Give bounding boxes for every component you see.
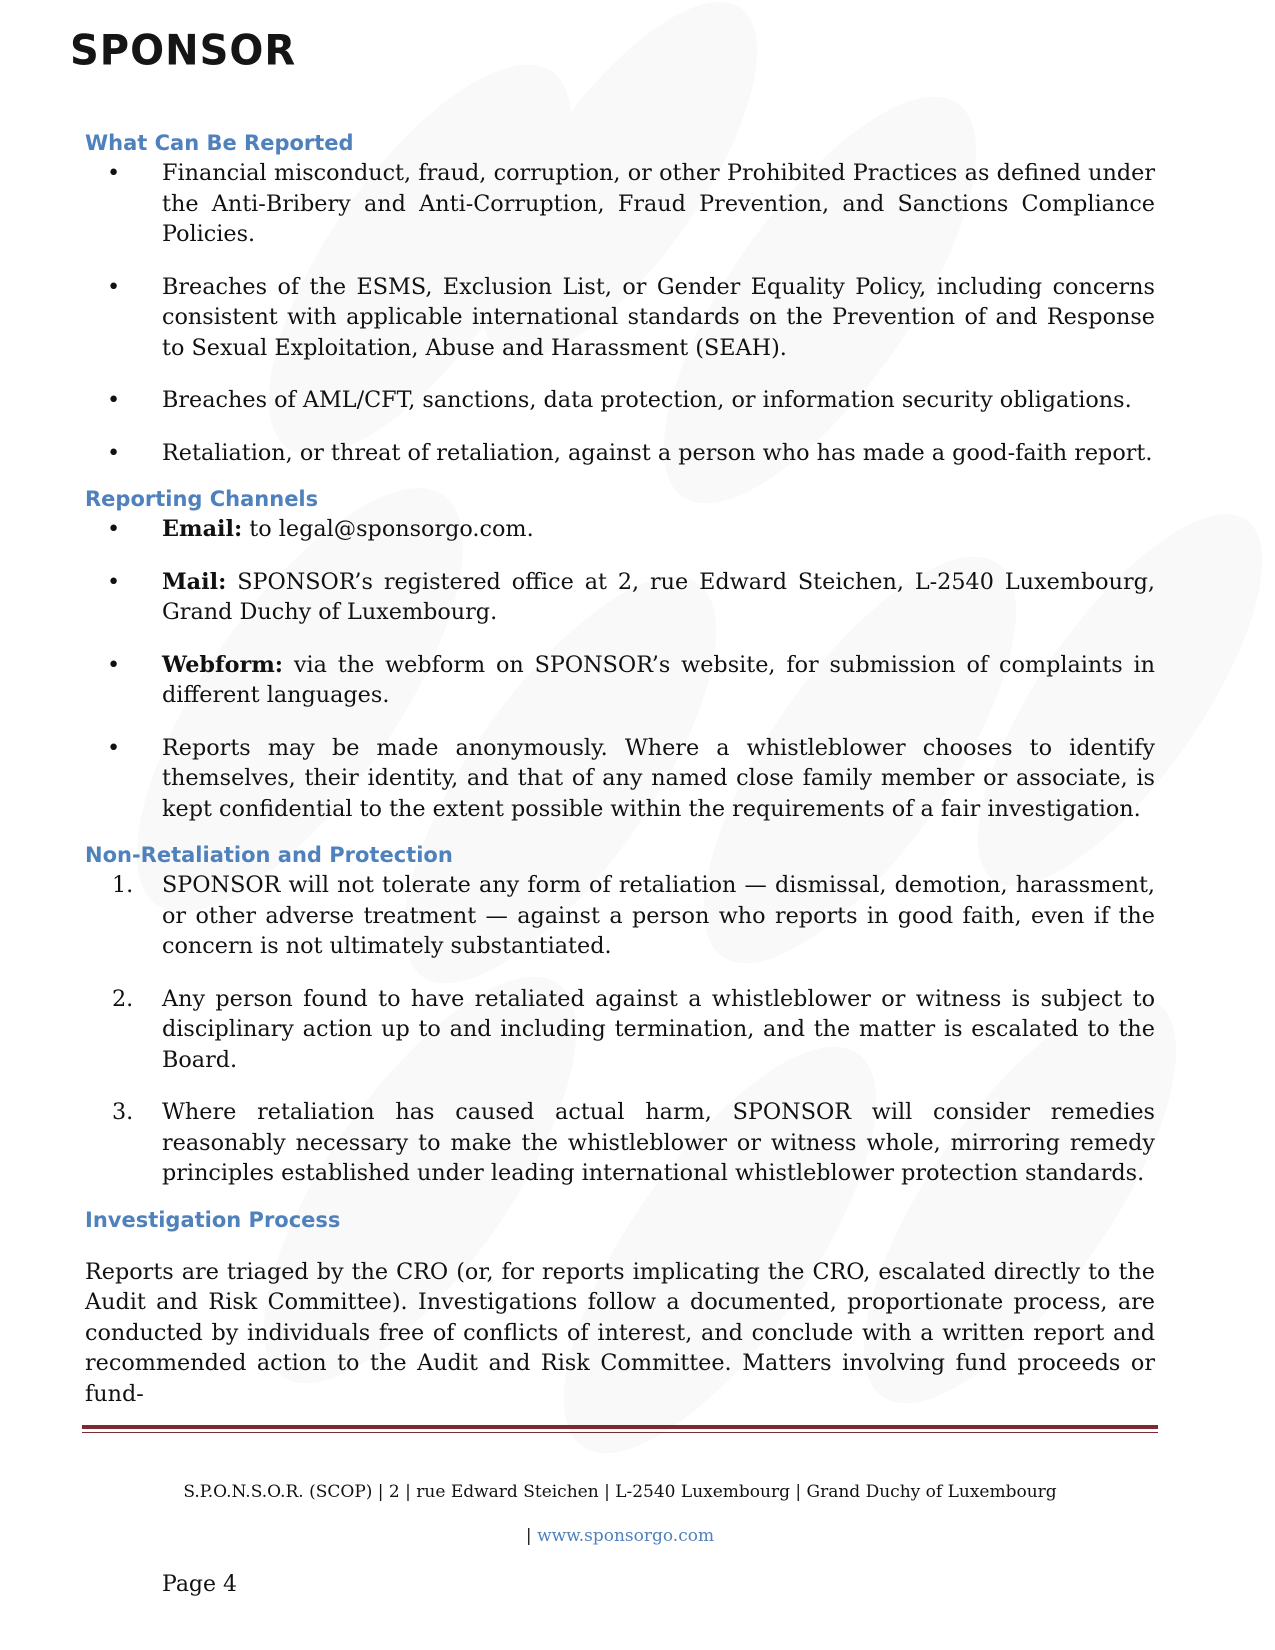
company-logo: SPONSOR bbox=[70, 26, 297, 76]
footer-rule-thick bbox=[82, 1425, 1158, 1429]
list-item: • Financial misconduct, fraud, corruption, or other Prohibited Practices as defined under the Anti-Bribery and Anti-Corruption, Fraud Prevention, and Sanctions Compliance Policies. bbox=[107, 160, 1155, 247]
channels-list bbox=[85, 514, 1155, 824]
item-number: 2. bbox=[112, 985, 134, 1012]
bullet-icon: • bbox=[107, 651, 121, 678]
section-heading-what-can-be-reported: What Can Be Reported bbox=[85, 131, 354, 155]
bullet-icon: • bbox=[107, 516, 121, 542]
footer-rule-thin bbox=[82, 1432, 1158, 1433]
list-item: • Email: to legal@sponsorgo.com. bbox=[85, 514, 1155, 545]
bullet-icon: • bbox=[107, 387, 121, 413]
protection-list bbox=[85, 870, 1155, 1189]
channel-label: Email: bbox=[162, 516, 243, 542]
section-heading-reporting-channels: Reporting Channels bbox=[85, 487, 319, 511]
investigation-paragraph: Reports are triaged by the CRO (or, for reports implicating the CRO, escalated directly to the Audit and Risk Committee). Investigations follow a documented, proportionate process, are conducted by individuals free of conflicts of interest, and conclude with a written report and recommended action to the Audit and Risk Committee. Matters involving fund proceeds or fund- bbox=[85, 1258, 1155, 1407]
list-item: • Mail: SPONSOR’s registered office at 2, rue Edward Steichen, L-2540 Luxembourg, Grand Duchy of Luxembourg. bbox=[107, 568, 1155, 625]
channel-label: Webform: bbox=[162, 651, 284, 678]
list-item: • Webform: via the webform on SPONSOR’s website, for submission of complaints in different languages. bbox=[107, 651, 1155, 708]
section-heading-investigation-process: Investigation Process bbox=[85, 1207, 341, 1232]
item-number: 1. bbox=[112, 872, 134, 898]
list-item: 2. Any person found to have retaliated against a whistleblower or witness is subject to disciplinary action up to and including termination, and the matter is escalated to the Board. bbox=[112, 985, 1155, 1073]
bullet-icon: • bbox=[107, 160, 121, 186]
website-link[interactable]: www.sponsorgo.com bbox=[537, 1526, 715, 1546]
channel-label: Mail: bbox=[162, 568, 227, 595]
list-item: • Breaches of the ESMS, Exclusion List, or Gender Equality Policy, including concerns consistent with applicable international standards on the Prevention of and Response to Sexual Exploitation, Abuse and Harassment (SEAH). bbox=[107, 273, 1155, 361]
footer-website-line bbox=[0, 1526, 1240, 1546]
footer-separator: | bbox=[525, 1526, 538, 1546]
bullet-icon: • bbox=[107, 568, 121, 595]
page-number: Page 4 bbox=[162, 1572, 238, 1597]
section-heading-non-retaliation: Non-Retaliation and Protection bbox=[85, 843, 453, 867]
list-item: • Breaches of AML/CFT, sanctions, data protection, or information security obligations. bbox=[85, 385, 1155, 416]
list-item: • Reports may be made anonymously. Where a whistleblower chooses to identify themselves, their identity, and that of any named close family member or associate, is kept confidential to the extent possible within the requirements of a fair investigation. bbox=[107, 734, 1155, 822]
document-body bbox=[85, 128, 1155, 1409]
footer-address: S.P.O.N.S.O.R. (SCOP) | 2 | rue Edward Steichen | L-2540 Luxembourg | Grand Duchy of Luxembourg bbox=[183, 1482, 1057, 1502]
bullet-icon: • bbox=[107, 273, 121, 300]
list-item: 1. SPONSOR will not tolerate any form of retaliation — dismissal, demotion, harassment, or other adverse treatment — against a person who reports in good faith, even if the concern is not ultimately substantiated. bbox=[112, 872, 1155, 959]
reportable-list bbox=[85, 158, 1155, 468]
bullet-icon: • bbox=[107, 734, 121, 761]
list-item: • Retaliation, or threat of retaliation, against a person who has made a good-faith report. bbox=[85, 438, 1155, 469]
bullet-icon: • bbox=[107, 439, 121, 466]
item-number: 3. bbox=[112, 1099, 134, 1125]
list-item: 3. Where retaliation has caused actual harm, SPONSOR will consider remedies reasonably necessary to make the whistleblower or witness whole, mirroring remedy principles established under leading international whistleblower protection standards. bbox=[112, 1099, 1155, 1186]
